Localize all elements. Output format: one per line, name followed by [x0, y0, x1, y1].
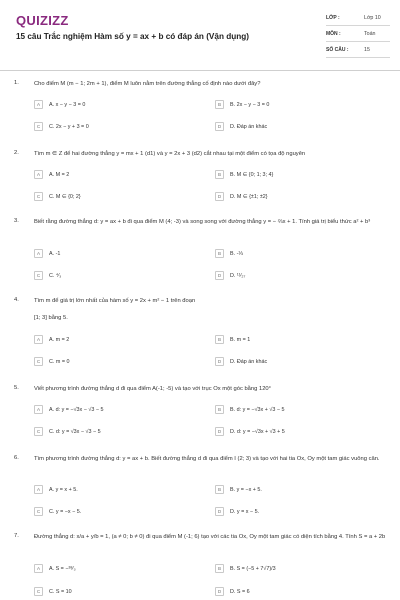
option-text: A. y = x + 5.	[49, 486, 78, 493]
option-letter-box: C	[34, 507, 43, 516]
option-text: C. d: y = √3x − √3 − 5	[49, 428, 101, 435]
option-b[interactable]	[215, 169, 273, 180]
option-a[interactable]	[34, 99, 85, 110]
option-a[interactable]	[34, 248, 60, 259]
quizizz-logo: QUIZIZZ	[16, 13, 69, 28]
option-d[interactable]	[215, 270, 245, 281]
option-text: A. S = −³⁸⁄₃	[49, 565, 76, 572]
question-text: Tìm phương trình đường thẳng d: y = ax + b. Biết đường thẳng d đi qua điểm I (2; 3) và tạo với hai tia Ox, Oy một tam giác vuông cân.	[34, 456, 380, 462]
option-text: B. S = (−5 + 7√7)/3	[230, 565, 276, 572]
option-c[interactable]	[34, 356, 70, 367]
option-text: D. Đáp án khác	[230, 358, 268, 365]
question-text: Biết rằng đường thẳng d: y = ax + b đi qua điểm M (4; -3) và song song với đường thẳng y = − ⅔x + 1. Tính giá trị biểu thức a² + b³	[34, 219, 371, 225]
question-number: 1.	[14, 80, 19, 86]
question-text: Viết phương trình đường thẳng d đi qua điểm A(-1; -5) và tạo với trục Ox một góc bằng 120°	[34, 386, 271, 392]
option-letter-box: D	[215, 507, 224, 516]
option-d[interactable]	[215, 506, 259, 517]
option-a[interactable]	[34, 404, 103, 415]
meta-value: Lớp 10	[364, 14, 381, 21]
question-number: 3.	[14, 218, 19, 224]
meta-row-count	[326, 42, 390, 58]
option-text: B. M ∈ {0; 1; 3; 4}	[230, 171, 274, 178]
question-number: 7.	[14, 533, 19, 539]
question-number: 2.	[14, 150, 19, 156]
option-letter-box: B	[215, 100, 224, 109]
meta-label: SỐ CÂU :	[326, 46, 349, 53]
option-letter-box: A	[34, 170, 43, 179]
option-letter-box: A	[34, 485, 43, 494]
option-text: C. S = 10	[49, 588, 72, 595]
question-text: Tìm m để giá trị lớn nhất của hàm số y = 2x + m² − 1 trên đoạn	[34, 298, 196, 304]
document-title: 15 câu Trắc nghiệm Hàm số y = ax + b có đáp án (Vận dụng)	[16, 32, 249, 41]
option-a[interactable]	[34, 484, 78, 495]
question-text-line-2: [1; 3] bằng 5.	[34, 315, 68, 321]
option-text: D. S = 6	[230, 588, 250, 595]
option-letter-box: A	[34, 100, 43, 109]
option-text: C. m = 0	[49, 358, 70, 365]
option-text: B. d: y = −√3x + √3 − 5	[230, 406, 285, 413]
option-letter-box: C	[34, 357, 43, 366]
meta-value: 15	[364, 46, 370, 53]
option-letter-box: A	[34, 249, 43, 258]
option-text: A. x − y − 3 = 0	[49, 101, 86, 108]
question-number: 6.	[14, 455, 19, 461]
header	[0, 0, 400, 70]
option-letter-box: B	[215, 249, 224, 258]
meta-label: MÔN :	[326, 30, 341, 37]
option-c[interactable]	[34, 426, 101, 437]
option-text: D. ¹¹⁄₂₇	[230, 272, 246, 279]
meta-row-class	[326, 10, 390, 26]
option-letter-box: B	[215, 335, 224, 344]
option-a[interactable]	[34, 334, 69, 345]
meta-value: Toán	[364, 30, 376, 37]
question-number: 5.	[14, 385, 19, 391]
option-letter-box: C	[34, 192, 43, 201]
option-letter-box: D	[215, 122, 224, 131]
option-letter-box: D	[215, 427, 224, 436]
option-d[interactable]	[215, 426, 285, 437]
option-c[interactable]	[34, 270, 61, 281]
option-letter-box: A	[34, 564, 43, 573]
option-c[interactable]	[34, 506, 81, 517]
option-d[interactable]	[215, 586, 250, 597]
option-d[interactable]	[215, 356, 267, 367]
option-letter-box: B	[215, 405, 224, 414]
option-letter-box: A	[34, 335, 43, 344]
option-letter-box: D	[215, 357, 224, 366]
meta-table	[326, 10, 390, 58]
option-b[interactable]	[215, 248, 243, 259]
option-letter-box: B	[215, 485, 224, 494]
question-text: Đường thẳng d: x/a + y/b = 1, (a ≠ 0; b ≠ 0) đi qua điểm M (-1; 6) tạo với các tia Ox, Oy một tam giác có diện tích bằng 4. Tính S = a + 2b	[34, 534, 386, 540]
option-text: D. d: y = −√3x + √3 + 5	[230, 428, 285, 435]
option-text: B. -⅓	[230, 250, 243, 257]
option-text: A. M = 2	[49, 171, 70, 178]
option-c[interactable]	[34, 586, 72, 597]
option-letter-box: C	[34, 122, 43, 131]
question-text: Cho điểm M (m − 1; 2m + 1), điểm M luôn nằm trên đường thẳng cố định nào dưới đây?	[34, 81, 261, 87]
question-number: 4.	[14, 297, 19, 303]
option-letter-box: C	[34, 271, 43, 280]
option-text: A. m = 2	[49, 336, 70, 343]
option-letter-box: C	[34, 587, 43, 596]
option-d[interactable]	[215, 191, 268, 202]
option-letter-box: D	[215, 192, 224, 201]
option-letter-box: C	[34, 427, 43, 436]
option-d[interactable]	[215, 121, 267, 132]
option-letter-box: B	[215, 564, 224, 573]
meta-row-subject	[326, 26, 390, 42]
meta-label: LỚP :	[326, 14, 340, 21]
option-text: C. y = −x − 5.	[49, 508, 82, 515]
option-text: B. 2x − y − 3 = 0	[230, 101, 270, 108]
option-text: B. y = −x + 5.	[230, 486, 262, 493]
option-b[interactable]	[215, 404, 284, 415]
option-text: A. -1	[49, 250, 61, 257]
option-letter-box: D	[215, 587, 224, 596]
question-text: Tìm m ∈ Z để hai đường thẳng y = mx + 1 (d1) và y = 2x + 3 (d2) cắt nhau tại một điểm có tọa độ nguyên	[34, 151, 306, 157]
option-text: C. ⁴⁄₃	[49, 272, 62, 279]
option-text: D. M ∈ {±1; ±2}	[230, 193, 268, 200]
option-text: C. 2x − y + 3 = 0	[49, 123, 89, 130]
option-b[interactable]	[215, 484, 262, 495]
option-b[interactable]	[215, 563, 276, 574]
option-c[interactable]	[34, 121, 89, 132]
header-divider	[0, 70, 400, 71]
option-c[interactable]	[34, 191, 81, 202]
option-b[interactable]	[215, 99, 269, 110]
option-b[interactable]	[215, 334, 250, 345]
option-a[interactable]	[34, 169, 69, 180]
option-letter-box: A	[34, 405, 43, 414]
option-letter-box: D	[215, 271, 224, 280]
option-text: D. Đáp án khác	[230, 123, 268, 130]
option-a[interactable]	[34, 563, 76, 574]
option-text: C. M ∈ {0; 2}	[49, 193, 81, 200]
option-letter-box: B	[215, 170, 224, 179]
option-text: B. m = 1	[230, 336, 251, 343]
option-text: D. y = x − 5.	[230, 508, 260, 515]
option-text: A. d: y = −√3x − √3 − 5	[49, 406, 104, 413]
